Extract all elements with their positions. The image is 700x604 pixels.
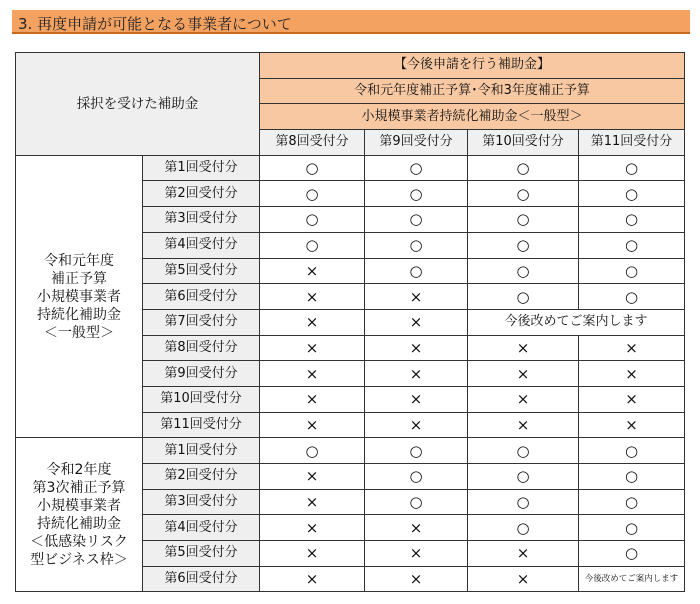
eligible-mark: ○	[260, 155, 365, 181]
group2-label-line: 令和2年度	[46, 461, 112, 478]
eligible-mark: ○	[468, 438, 579, 464]
eligible-mark: ○	[468, 232, 579, 258]
ineligible-mark: ×	[579, 412, 685, 438]
row-label: 第5回受付分	[143, 541, 260, 567]
column-header: 第11回受付分	[579, 130, 685, 156]
ineligible-mark: ×	[365, 335, 468, 361]
eligible-mark: ○	[365, 155, 468, 181]
eligible-mark: ○	[365, 181, 468, 207]
eligible-mark: ○	[579, 541, 685, 567]
target-header-line3: 小規模事業者持続化補助金＜一般型＞	[260, 104, 685, 130]
target-header-line1: 【今後申請を行う補助金】	[260, 53, 685, 79]
ineligible-mark: ×	[260, 258, 365, 284]
row-label: 第6回受付分	[143, 566, 260, 592]
group2-body	[16, 438, 685, 592]
column-header: 第8回受付分	[260, 130, 365, 156]
ineligible-mark: ×	[365, 515, 468, 541]
eligible-mark: ○	[579, 232, 685, 258]
ineligible-mark: ×	[468, 566, 579, 592]
ineligible-mark: ×	[260, 489, 365, 515]
eligible-mark: ○	[468, 207, 579, 233]
ineligible-mark: ×	[365, 566, 468, 592]
eligible-mark: ○	[260, 438, 365, 464]
ineligible-mark: ×	[260, 541, 365, 567]
row-label: 第2回受付分	[143, 464, 260, 490]
ineligible-mark: ×	[260, 386, 365, 412]
ineligible-mark: ×	[365, 541, 468, 567]
ineligible-mark: ×	[468, 361, 579, 387]
eligible-mark: ○	[260, 181, 365, 207]
eligible-mark: ○	[579, 207, 685, 233]
group2-label-line: 持続化補助金	[37, 515, 121, 532]
row-label: 第7回受付分	[143, 309, 260, 335]
ineligible-mark: ×	[579, 335, 685, 361]
eligible-mark: ○	[468, 181, 579, 207]
ineligible-mark: ×	[365, 386, 468, 412]
group2-label-line: ＜低感染リスク	[30, 533, 128, 550]
eligible-mark: ○	[579, 284, 685, 310]
column-header: 第9回受付分	[365, 130, 468, 156]
ineligible-mark: ×	[260, 566, 365, 592]
ineligible-mark: ×	[260, 284, 365, 310]
eligible-mark: ○	[468, 464, 579, 490]
ineligible-mark: ×	[579, 361, 685, 387]
row-label: 第4回受付分	[143, 232, 260, 258]
eligible-mark: ○	[579, 181, 685, 207]
table-row	[16, 438, 685, 464]
future-notice-small: 今後改めてご案内します	[579, 566, 685, 592]
ineligible-mark: ×	[365, 284, 468, 310]
ineligible-mark: ×	[260, 515, 365, 541]
row-label: 第6回受付分	[143, 284, 260, 310]
ineligible-mark: ×	[468, 335, 579, 361]
column-header: 第10回受付分	[468, 130, 579, 156]
eligible-mark: ○	[365, 489, 468, 515]
row-label: 第3回受付分	[143, 207, 260, 233]
group1-label-line: 小規模事業者	[37, 288, 121, 305]
eligible-mark: ○	[579, 155, 685, 181]
eligible-mark: ○	[468, 515, 579, 541]
group1-body	[16, 155, 685, 438]
row-label: 第10回受付分	[143, 386, 260, 412]
eligible-mark: ○	[365, 232, 468, 258]
ineligible-mark: ×	[468, 412, 579, 438]
group2-label-line: 型ビジネス枠＞	[30, 551, 128, 568]
future-notice: 今後改めてご案内します	[468, 309, 685, 335]
row-label: 第5回受付分	[143, 258, 260, 284]
group1-label-line: 令和元年度	[44, 252, 114, 269]
ineligible-mark: ×	[365, 309, 468, 335]
eligible-mark: ○	[579, 258, 685, 284]
ineligible-mark: ×	[260, 412, 365, 438]
row-label: 第8回受付分	[143, 335, 260, 361]
eligible-mark: ○	[260, 232, 365, 258]
eligible-mark: ○	[365, 438, 468, 464]
eligible-mark: ○	[468, 258, 579, 284]
corner-label: 採択を受けた補助金	[16, 53, 260, 156]
row-label: 第9回受付分	[143, 361, 260, 387]
ineligible-mark: ×	[365, 361, 468, 387]
row-label: 第1回受付分	[143, 155, 260, 181]
row-label: 第2回受付分	[143, 181, 260, 207]
ineligible-mark: ×	[260, 309, 365, 335]
row-label: 第3回受付分	[143, 489, 260, 515]
section-title: 3. 再度申請が可能となる事業者について	[18, 15, 292, 33]
eligible-mark: ○	[579, 438, 685, 464]
group1-label-line: 補正予算	[51, 270, 107, 287]
eligible-mark: ○	[579, 464, 685, 490]
row-label: 第4回受付分	[143, 515, 260, 541]
eligible-mark: ○	[260, 207, 365, 233]
group1-label	[16, 155, 143, 438]
ineligible-mark: ×	[260, 464, 365, 490]
target-header-line2: 令和元年度補正予算･令和3年度補正予算	[260, 78, 685, 104]
row-label: 第11回受付分	[143, 412, 260, 438]
table-row	[16, 155, 685, 181]
section-header-bar	[12, 10, 690, 34]
row-label: 第1回受付分	[143, 438, 260, 464]
ineligible-mark: ×	[579, 386, 685, 412]
eligible-mark: ○	[365, 464, 468, 490]
eligibility-table	[15, 52, 685, 592]
group1-label-line: 持続化補助金	[37, 306, 121, 323]
eligible-mark: ○	[468, 155, 579, 181]
eligible-mark: ○	[365, 207, 468, 233]
group2-label-line: 第3次補正予算	[32, 479, 126, 496]
eligible-mark: ○	[579, 515, 685, 541]
ineligible-mark: ×	[260, 335, 365, 361]
ineligible-mark: ×	[365, 412, 468, 438]
ineligible-mark: ×	[468, 386, 579, 412]
ineligible-mark: ×	[468, 541, 579, 567]
eligible-mark: ○	[579, 489, 685, 515]
eligible-mark: ○	[468, 284, 579, 310]
group1-label-line: ＜一般型＞	[44, 324, 114, 341]
group2-label	[16, 438, 143, 592]
eligible-mark: ○	[365, 258, 468, 284]
ineligible-mark: ×	[260, 361, 365, 387]
eligible-mark: ○	[468, 489, 579, 515]
group2-label-line: 小規模事業者	[37, 497, 121, 514]
